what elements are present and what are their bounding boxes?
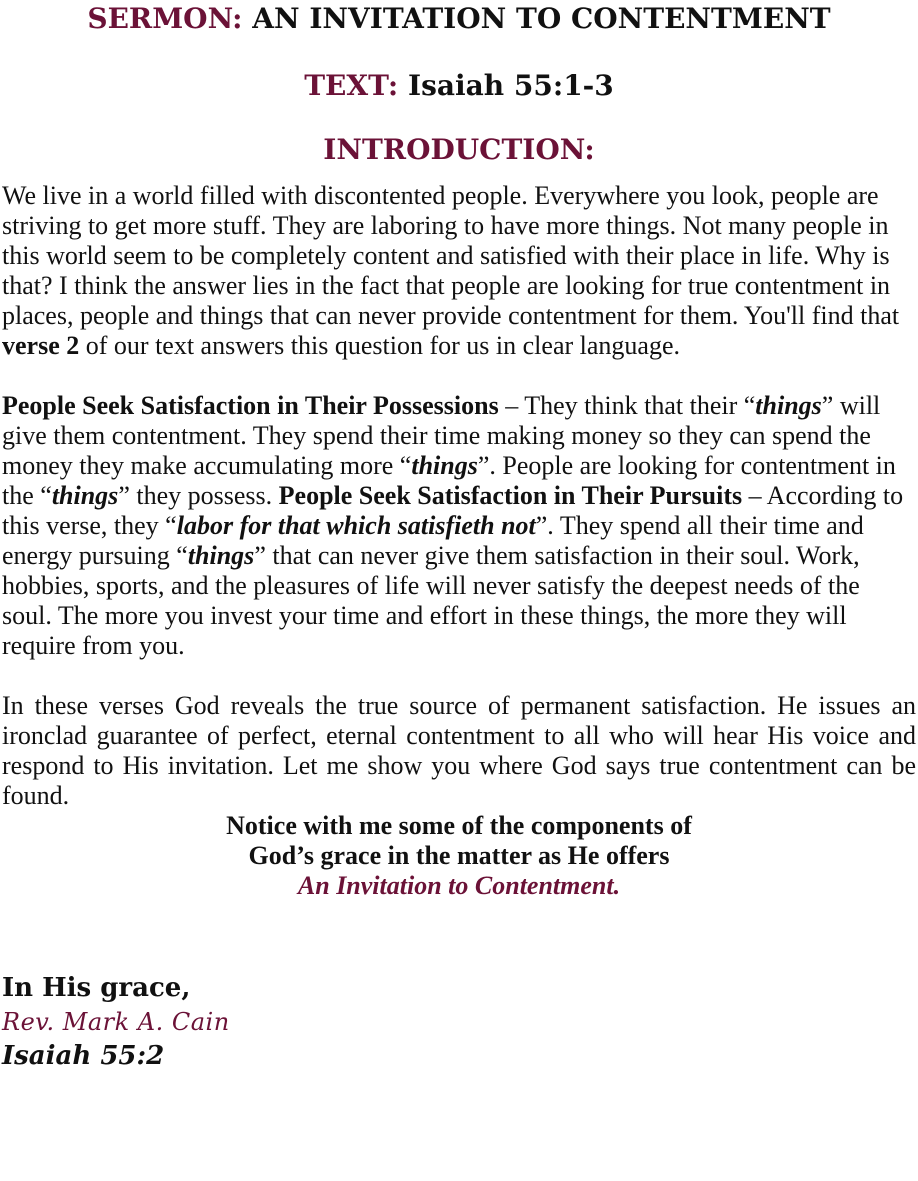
sermon-body (0, 181, 918, 901)
notice-line-2: God’s grace in the matter as He offers (248, 841, 670, 870)
paragraph-intro (2, 181, 916, 361)
paragraph-satisfaction-text-5: – According to this verse, they “ (2, 481, 904, 540)
signoff-block (0, 971, 918, 1073)
emphasis-things-3: things (51, 481, 119, 510)
sermon-title-text: AN INVITATION TO CONTENTMENT (242, 2, 831, 35)
paragraph-satisfaction-text-4: ” they possess. (118, 481, 279, 510)
paragraph-intro-text-2: of our text answers this question for us in clear language. (79, 331, 680, 360)
notice-block (2, 811, 916, 901)
author-signature: Rev. Mark A. Cain (2, 1008, 230, 1036)
verse-emphasis: verse 2 (2, 331, 80, 360)
emphasis-things-2: things (411, 451, 478, 480)
paragraph-intro-text-1: We live in a world filled with discontented people. Everywhere you look, people are striving to get more stuff. They are laboring to have more things. Not many people in this world seem to be completely content and satisfied with their place in life. Why is that? I think the answer lies in the fact that people are looking for true contentment in places, people and things that can never provide contentment for them. You'll find that (2, 181, 900, 330)
scripture-reference-heading (0, 69, 918, 103)
emphasis-things-4: things (187, 541, 255, 570)
closing-text: In His grace, (2, 973, 191, 1003)
paragraph-satisfaction (2, 391, 916, 661)
paragraph-source: In these verses God reveals the true source of permanent satisfaction. He issues an ironclad guarantee of perfect, eternal contentment to all who will hear His voice and respond to His invitation. Let me show you where God says true contentment can be found. (2, 691, 916, 810)
sermon-title (0, 0, 918, 36)
text-label: TEXT: (304, 69, 399, 102)
point-pursuits-heading: People Seek Satisfaction in Their Pursuits (278, 481, 743, 510)
notice-line-3: An Invitation to Contentment. (297, 871, 621, 900)
point-possessions-heading: People Seek Satisfaction in Their Possessions (2, 391, 499, 420)
introduction-heading: INTRODUCTION: (323, 133, 595, 166)
paragraph-satisfaction-text-1: – They think that their “ (498, 391, 756, 420)
scripture-reference: Isaiah 55:1-3 (398, 69, 614, 102)
signature-verse: Isaiah 55:2 (2, 1041, 165, 1071)
paragraph-satisfaction-text-6: ”. They spend all their time and energy pursuing “ (2, 511, 864, 570)
paragraph-satisfaction-text-3: ”. People are looking for contentment in the “ (2, 451, 896, 510)
notice-line-1: Notice with me some of the components of (226, 811, 692, 840)
sermon-label: SERMON: (87, 2, 243, 35)
scripture-quote: labor for that which satisfieth not (176, 511, 536, 540)
emphasis-things-1: things (755, 391, 822, 420)
paragraph-satisfaction-text-7: ” that can never give them satisfaction in their soul. Work, hobbies, sports, and the pleasures of life will never satisfy the deepest needs of the soul. The more you invest your time and effort in these things, the more they will require from you. (2, 541, 860, 660)
paragraph-satisfaction-text-2: ” will give them contentment. They spend their time making money so they can spend the money they make accumulating more “ (2, 391, 881, 480)
